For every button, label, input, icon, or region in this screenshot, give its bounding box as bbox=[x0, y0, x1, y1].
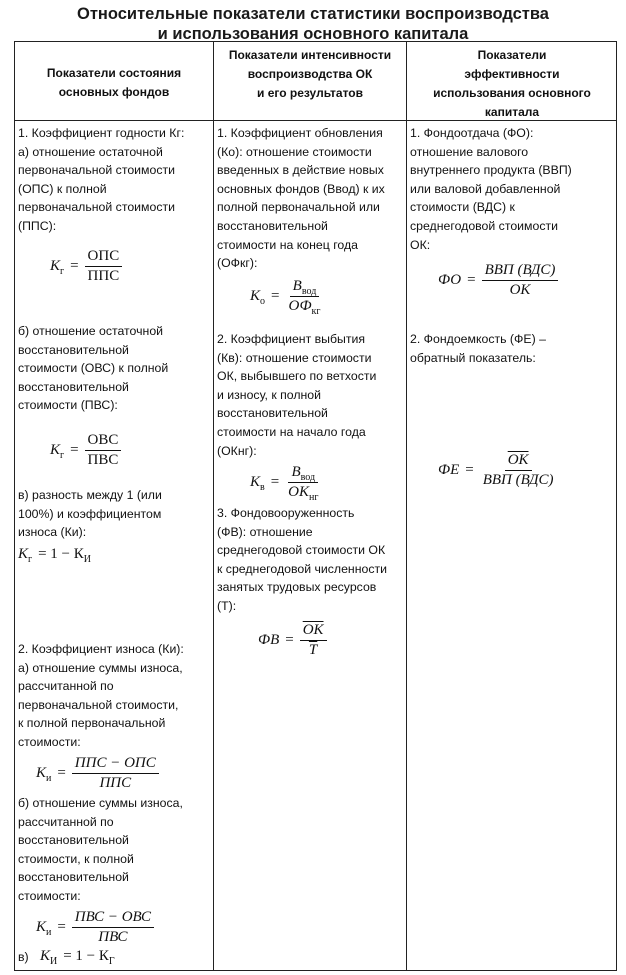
header-efficiency: Показатели эффективности использования основного капитала bbox=[433, 48, 591, 119]
capital-labor-ratio-text: 3. Фондовооруженность (ФВ): отношение среднегодовой стоимости ОК к среднегодовой численности занятых трудовых ресурсов (T): bbox=[217, 506, 387, 613]
formula-serviceability-c: $К_г$ = $1 - К_И$ bbox=[18, 546, 91, 565]
formula-serviceability-a: $К_г$ = $\frac{\text{ОПС}}{\text{ППС}}$ bbox=[50, 248, 122, 285]
column-divider bbox=[213, 41, 214, 971]
capital-intensity-text: 2. Фондоемкость (ФЕ) – обратный показатель: bbox=[410, 332, 546, 365]
header-condition: Показатели состояния основных фондов bbox=[46, 66, 182, 99]
formula-wear-c: $К_И$ = $1 - К_Г$ bbox=[40, 948, 115, 967]
formula-wear-b: $К_и$ = $\frac{\text{ПВС − ОВС}}{\text{ПВС}}$ bbox=[36, 909, 154, 946]
wear-c-label: в) bbox=[18, 950, 29, 964]
formula-capital-productivity: ФО = $\frac{\text{ВВП (ВДС)}}{ОК}$ bbox=[438, 262, 558, 299]
formula-renewal: $К_о$ = $\frac{В_{вод}}{ОФ_{кг}}$ bbox=[250, 278, 321, 317]
formula-serviceability-b: $К_г$ = $\frac{\text{ОВС}}{\text{ПВС}}$ bbox=[50, 432, 121, 469]
wear-coefficient-text: 2. Коэффициент износа (Ки): а) отношение суммы износа, рассчитанной по первоначальной стоимости, к полной первоначальной стоимости: bbox=[18, 642, 184, 749]
formula-capital-labor-ratio: ФВ = $\frac{ОК}{T}$ bbox=[258, 622, 327, 659]
retirement-coefficient-text: 2. Коэффициент выбытия (Кв): отношение стоимости ОК, выбывшего по ветхости и износу, к полной восстановительной стоимости на начало года (ОКнг): bbox=[217, 332, 377, 458]
column-divider bbox=[406, 41, 407, 971]
formula-wear-a: $К_и$ = $\frac{\text{ППС − ОПС}}{\text{ППС}}$ bbox=[36, 755, 159, 792]
page-title: Относительные показатели статистики воспроизводства и использования основного капитала bbox=[77, 5, 549, 43]
serviceability-c-text: в) разность между 1 (или 100%) и коэффициентом износа (Ки): bbox=[18, 488, 162, 540]
formula-retirement: $К_в$ = $\frac{В_{вод}}{ОК_{нг}}$ bbox=[250, 464, 319, 503]
capital-productivity-text: 1. Фондоотдача (ФО): отношение валового внутреннего продукта (ВВП) или валовой добавленной стоимости (ВДС) к среднегодовой стоимости ОК: bbox=[410, 126, 572, 252]
serviceability-b-text: б) отношение остаточной восстановительной стоимости (ОВС) к полной восстановительной стоимости (ПВС): bbox=[18, 324, 169, 413]
wear-b-text: б) отношение суммы износа, рассчитанной по восстановительной стоимости, к полной восстановительной стоимости: bbox=[18, 796, 183, 903]
renewal-coefficient-text: 1. Коэффициент обновления (Ко): отношение стоимости введенных в действие новых основных фондов (Ввод) к их полной первоначальной или восстановительной стоимости на конец года (ОФкг): bbox=[217, 126, 385, 271]
header-intensity: Показатели интенсивности воспроизводства ОК и его результатов bbox=[228, 48, 392, 100]
serviceability-coefficient-text: 1. Коэффициент годности Кг: а) отношение остаточной первоначальной стоимости (ОПС) к полной первоначальной стоимости (ППС): bbox=[18, 126, 185, 233]
formula-capital-intensity: ФЕ = $\frac{ОК}{\text{ВВП (ВДС)}}$ bbox=[438, 452, 554, 488]
